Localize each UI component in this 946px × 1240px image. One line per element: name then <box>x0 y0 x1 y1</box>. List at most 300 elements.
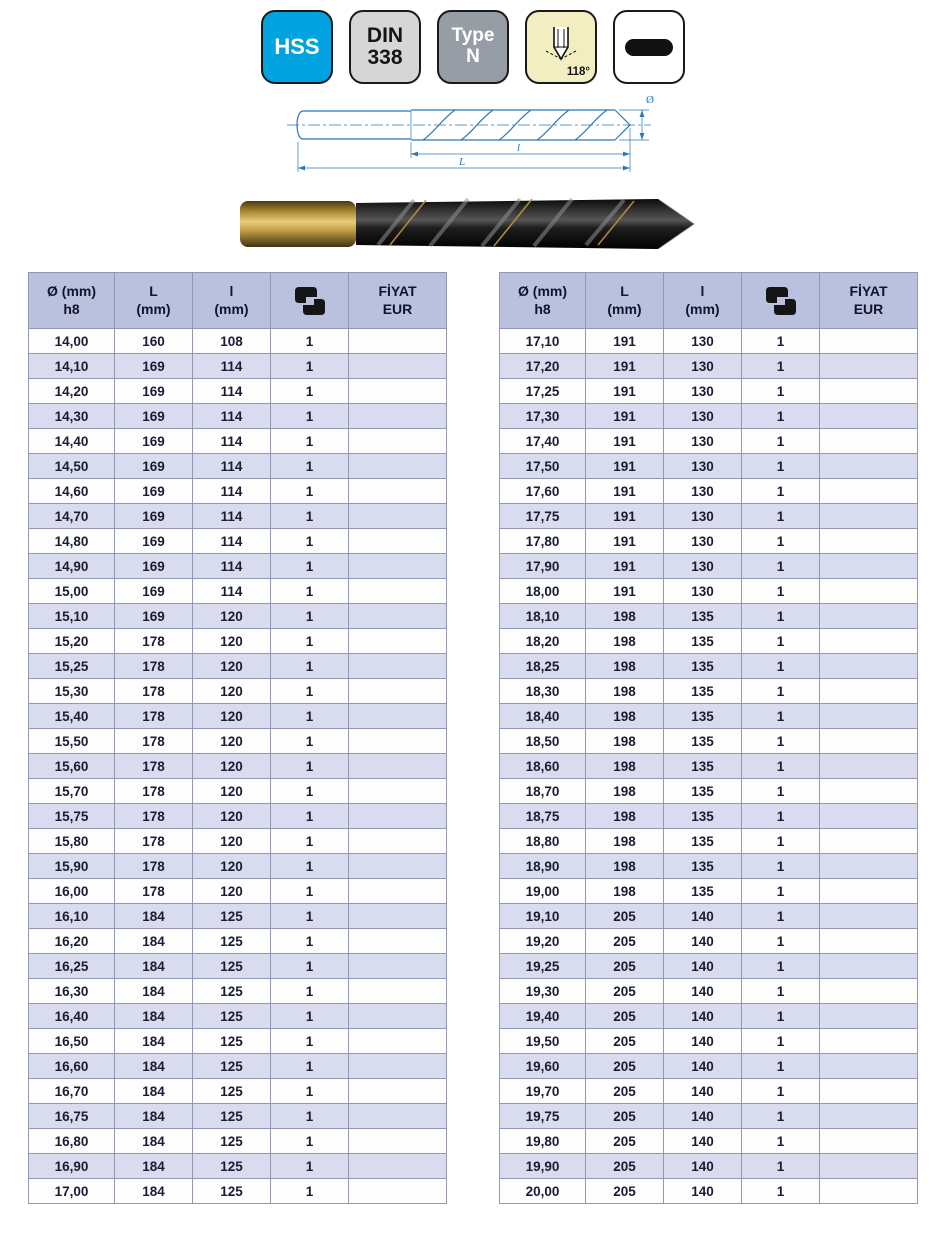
diameter-cell: 17,50 <box>500 454 586 479</box>
price-cell <box>820 654 918 679</box>
table-row <box>29 479 447 504</box>
length-cell: 184 <box>115 1054 193 1079</box>
price-cell <box>820 929 918 954</box>
flute-length-cell: 140 <box>664 904 742 929</box>
diameter-cell: 16,75 <box>29 1104 115 1129</box>
length-cell: 191 <box>586 554 664 579</box>
qty-cell: 1 <box>271 454 349 479</box>
flute-length-header: l (mm) <box>664 273 742 329</box>
price-cell <box>349 579 447 604</box>
price-cell <box>349 354 447 379</box>
table-row <box>29 704 447 729</box>
table-row <box>500 1079 918 1104</box>
table-row <box>500 854 918 879</box>
qty-cell: 1 <box>742 679 820 704</box>
flute-length-cell: 125 <box>193 1179 271 1204</box>
length-cell: 191 <box>586 504 664 529</box>
table-row <box>29 579 447 604</box>
flute-length-cell: 114 <box>193 479 271 504</box>
qty-cell: 1 <box>271 704 349 729</box>
length-cell: 178 <box>115 879 193 904</box>
spec-badges <box>0 0 946 84</box>
price-cell <box>820 1004 918 1029</box>
package-qty-header <box>742 273 820 329</box>
qty-cell: 1 <box>742 929 820 954</box>
diameter-cell: 17,25 <box>500 379 586 404</box>
length-cell: 191 <box>586 454 664 479</box>
flute-length-cell: 125 <box>193 1079 271 1104</box>
qty-cell: 1 <box>271 829 349 854</box>
length-cell: 198 <box>586 704 664 729</box>
length-cell: 205 <box>586 1054 664 1079</box>
din-338-badge <box>349 10 421 84</box>
flute-length-cell: 135 <box>664 704 742 729</box>
price-cell <box>349 1104 447 1129</box>
flute-length-cell: 140 <box>664 1129 742 1154</box>
diameter-cell: 14,90 <box>29 554 115 579</box>
flute-length-cell: 135 <box>664 804 742 829</box>
diameter-cell: 17,00 <box>29 1179 115 1204</box>
table-row <box>500 579 918 604</box>
price-cell <box>820 604 918 629</box>
price-cell <box>349 479 447 504</box>
qty-cell: 1 <box>271 1129 349 1154</box>
qty-cell: 1 <box>742 754 820 779</box>
diameter-cell: 15,75 <box>29 804 115 829</box>
price-cell <box>349 1054 447 1079</box>
flute-length-cell: 120 <box>193 704 271 729</box>
flute-length-cell: 140 <box>664 1054 742 1079</box>
diameter-cell: 19,20 <box>500 929 586 954</box>
diameter-cell: 18,10 <box>500 604 586 629</box>
length-cell: 198 <box>586 654 664 679</box>
qty-cell: 1 <box>271 504 349 529</box>
qty-cell: 1 <box>742 1054 820 1079</box>
diameter-cell: 17,75 <box>500 504 586 529</box>
diameter-cell: 15,70 <box>29 779 115 804</box>
diameter-cell: 19,70 <box>500 1079 586 1104</box>
table-row <box>500 1179 918 1204</box>
flute-length-cell: 130 <box>664 379 742 404</box>
flute-length-cell: 120 <box>193 879 271 904</box>
price-cell <box>349 704 447 729</box>
flute-length-cell: 140 <box>664 1079 742 1104</box>
diameter-cell: 18,75 <box>500 804 586 829</box>
table-row <box>29 1029 447 1054</box>
diameter-header: Ø (mm) h8 <box>29 273 115 329</box>
price-cell <box>820 429 918 454</box>
length-cell: 184 <box>115 904 193 929</box>
diameter-cell: 16,80 <box>29 1129 115 1154</box>
table-row <box>500 829 918 854</box>
table-row <box>29 1054 447 1079</box>
flute-length-cell: 135 <box>664 829 742 854</box>
diameter-cell: 19,25 <box>500 954 586 979</box>
overall-length-header: L (mm) <box>115 273 193 329</box>
length-cell: 205 <box>586 1179 664 1204</box>
price-cell <box>820 554 918 579</box>
table-row <box>29 1004 447 1029</box>
diameter-cell: 16,30 <box>29 979 115 1004</box>
table-row <box>29 1179 447 1204</box>
qty-cell: 1 <box>271 629 349 654</box>
flute-length-cell: 125 <box>193 1129 271 1154</box>
length-cell: 178 <box>115 629 193 654</box>
qty-cell: 1 <box>742 804 820 829</box>
flute-length-cell: 135 <box>664 879 742 904</box>
table-row <box>29 529 447 554</box>
diameter-cell: 15,20 <box>29 629 115 654</box>
flute-length-cell: 125 <box>193 904 271 929</box>
table-row <box>29 429 447 454</box>
diameter-cell: 15,90 <box>29 854 115 879</box>
point-angle-label: 118° <box>566 66 590 78</box>
length-cell: 184 <box>115 1154 193 1179</box>
price-cell <box>820 704 918 729</box>
table-row <box>500 629 918 654</box>
length-cell: 198 <box>586 679 664 704</box>
diameter-cell: 16,00 <box>29 879 115 904</box>
diameter-cell: 17,20 <box>500 354 586 379</box>
qty-cell: 1 <box>742 829 820 854</box>
cylindrical-shank-icon <box>625 39 673 56</box>
table-row <box>500 704 918 729</box>
qty-cell: 1 <box>271 954 349 979</box>
table-row <box>29 904 447 929</box>
diameter-cell: 14,00 <box>29 329 115 354</box>
diameter-cell: 16,70 <box>29 1079 115 1104</box>
table-row <box>29 454 447 479</box>
diameter-cell: 14,40 <box>29 429 115 454</box>
table-row <box>500 554 918 579</box>
flute-length-cell: 135 <box>664 679 742 704</box>
table-row <box>500 354 918 379</box>
diameter-cell: 16,20 <box>29 929 115 954</box>
price-cell <box>820 779 918 804</box>
qty-cell: 1 <box>742 704 820 729</box>
qty-cell: 1 <box>742 1129 820 1154</box>
table-row <box>29 729 447 754</box>
diameter-cell: 19,30 <box>500 979 586 1004</box>
qty-cell: 1 <box>742 529 820 554</box>
technical-drawing-section <box>0 88 946 184</box>
flute-length-cell: 140 <box>664 1104 742 1129</box>
table-body <box>29 329 447 1204</box>
flute-length-cell: 125 <box>193 1004 271 1029</box>
size-table-right <box>499 272 918 1204</box>
qty-cell: 1 <box>742 1104 820 1129</box>
table-row <box>500 479 918 504</box>
qty-cell: 1 <box>742 604 820 629</box>
qty-cell: 1 <box>271 754 349 779</box>
flute-length-cell: 120 <box>193 729 271 754</box>
qty-cell: 1 <box>742 379 820 404</box>
qty-cell: 1 <box>742 404 820 429</box>
table-row <box>500 454 918 479</box>
flute-length-cell: 114 <box>193 579 271 604</box>
price-cell <box>820 804 918 829</box>
price-cell <box>820 1129 918 1154</box>
flute-length-cell: 135 <box>664 729 742 754</box>
qty-cell: 1 <box>742 504 820 529</box>
price-cell <box>820 329 918 354</box>
qty-cell: 1 <box>271 654 349 679</box>
price-cell <box>349 904 447 929</box>
table-row <box>29 1104 447 1129</box>
diameter-cell: 16,50 <box>29 1029 115 1054</box>
qty-cell: 1 <box>742 1004 820 1029</box>
length-cell: 178 <box>115 729 193 754</box>
length-cell: 169 <box>115 429 193 454</box>
diameter-cell: 18,25 <box>500 654 586 679</box>
diameter-cell: 17,30 <box>500 404 586 429</box>
flute-length-header: l (mm) <box>193 273 271 329</box>
qty-cell: 1 <box>271 979 349 1004</box>
length-cell: 191 <box>586 329 664 354</box>
price-cell <box>349 654 447 679</box>
length-cell: 205 <box>586 979 664 1004</box>
qty-cell: 1 <box>271 354 349 379</box>
length-cell: 169 <box>115 579 193 604</box>
length-cell: 178 <box>115 779 193 804</box>
length-cell: 184 <box>115 1129 193 1154</box>
table-row <box>500 804 918 829</box>
price-cell <box>820 579 918 604</box>
diameter-cell: 18,40 <box>500 704 586 729</box>
length-cell: 191 <box>586 529 664 554</box>
price-cell <box>349 879 447 904</box>
diameter-cell: 19,00 <box>500 879 586 904</box>
table-row <box>29 754 447 779</box>
diameter-cell: 18,30 <box>500 679 586 704</box>
diameter-cell: 19,10 <box>500 904 586 929</box>
price-cell <box>349 854 447 879</box>
qty-cell: 1 <box>742 454 820 479</box>
price-cell <box>349 404 447 429</box>
table-row <box>500 754 918 779</box>
length-cell: 198 <box>586 829 664 854</box>
flute-length-cell: 130 <box>664 479 742 504</box>
length-cell: 184 <box>115 979 193 1004</box>
table-row <box>500 604 918 629</box>
price-header: FİYAT EUR <box>349 273 447 329</box>
flute-length-cell: 130 <box>664 504 742 529</box>
table-row <box>29 654 447 679</box>
qty-cell: 1 <box>271 554 349 579</box>
length-cell: 169 <box>115 379 193 404</box>
diameter-cell: 14,50 <box>29 454 115 479</box>
price-cell <box>820 904 918 929</box>
qty-cell: 1 <box>271 904 349 929</box>
diameter-cell: 19,90 <box>500 1154 586 1179</box>
price-cell <box>820 1104 918 1129</box>
qty-cell: 1 <box>271 429 349 454</box>
price-cell <box>349 1079 447 1104</box>
price-cell <box>349 979 447 1004</box>
diameter-cell: 17,80 <box>500 529 586 554</box>
table-row <box>29 329 447 354</box>
price-cell <box>820 1079 918 1104</box>
price-cell <box>349 954 447 979</box>
diameter-cell: 18,00 <box>500 579 586 604</box>
flute-length-cell: 108 <box>193 329 271 354</box>
diameter-cell: 18,70 <box>500 779 586 804</box>
package-icon <box>294 286 326 316</box>
diameter-cell: 14,60 <box>29 479 115 504</box>
qty-cell: 1 <box>271 529 349 554</box>
flute-length-cell: 120 <box>193 629 271 654</box>
flute-length-cell: 130 <box>664 579 742 604</box>
price-cell <box>820 379 918 404</box>
qty-cell: 1 <box>742 979 820 1004</box>
diameter-cell: 18,50 <box>500 729 586 754</box>
overall-length-symbol: L <box>459 156 466 168</box>
diameter-cell: 14,80 <box>29 529 115 554</box>
length-cell: 198 <box>586 604 664 629</box>
flute-length-cell: 120 <box>193 779 271 804</box>
diameter-cell: 19,40 <box>500 1004 586 1029</box>
flute-length-cell: 140 <box>664 929 742 954</box>
qty-cell: 1 <box>271 779 349 804</box>
table-row <box>500 529 918 554</box>
diameter-cell: 16,90 <box>29 1154 115 1179</box>
flute-length-cell: 130 <box>664 329 742 354</box>
flute-length-cell: 114 <box>193 529 271 554</box>
length-cell: 198 <box>586 879 664 904</box>
flute-length-cell: 114 <box>193 454 271 479</box>
flute-length-cell: 114 <box>193 554 271 579</box>
table-row <box>500 1004 918 1029</box>
diameter-cell: 15,60 <box>29 754 115 779</box>
price-cell <box>820 854 918 879</box>
table-row <box>29 979 447 1004</box>
flute-length-cell: 120 <box>193 679 271 704</box>
price-cell <box>349 1029 447 1054</box>
flute-length-cell: 130 <box>664 429 742 454</box>
qty-cell: 1 <box>271 579 349 604</box>
table-body <box>500 329 918 1204</box>
qty-cell: 1 <box>271 679 349 704</box>
table-row <box>500 429 918 454</box>
length-cell: 169 <box>115 529 193 554</box>
price-cell <box>820 1154 918 1179</box>
table-row <box>500 979 918 1004</box>
product-photo-section <box>0 188 946 262</box>
price-cell <box>820 529 918 554</box>
qty-cell: 1 <box>742 729 820 754</box>
length-cell: 198 <box>586 629 664 654</box>
length-cell: 184 <box>115 1179 193 1204</box>
table-row <box>29 1154 447 1179</box>
qty-cell: 1 <box>271 1179 349 1204</box>
diameter-cell: 18,90 <box>500 854 586 879</box>
length-cell: 205 <box>586 954 664 979</box>
table-row <box>500 1054 918 1079</box>
price-cell <box>820 454 918 479</box>
flute-length-cell: 135 <box>664 754 742 779</box>
size-tables <box>0 272 946 1204</box>
hss-label: HSS <box>274 34 320 59</box>
price-cell <box>349 554 447 579</box>
table-row <box>29 604 447 629</box>
flute-length-cell: 125 <box>193 954 271 979</box>
size-table-left <box>28 272 447 1204</box>
qty-cell: 1 <box>271 1029 349 1054</box>
qty-cell: 1 <box>271 729 349 754</box>
price-cell <box>349 529 447 554</box>
flute-length-cell: 120 <box>193 604 271 629</box>
diameter-cell: 16,25 <box>29 954 115 979</box>
qty-cell: 1 <box>271 479 349 504</box>
table-row <box>500 329 918 354</box>
flute-length-cell: 120 <box>193 854 271 879</box>
flute-length-symbol: l <box>517 142 521 154</box>
package-icon <box>765 286 797 316</box>
qty-cell: 1 <box>271 379 349 404</box>
length-cell: 178 <box>115 854 193 879</box>
diameter-cell: 18,60 <box>500 754 586 779</box>
flute-length-cell: 114 <box>193 429 271 454</box>
price-cell <box>349 729 447 754</box>
table-row <box>29 404 447 429</box>
price-cell <box>349 779 447 804</box>
price-cell <box>820 829 918 854</box>
hss-badge <box>261 10 333 84</box>
qty-cell: 1 <box>271 1104 349 1129</box>
qty-cell: 1 <box>742 854 820 879</box>
qty-cell: 1 <box>742 1079 820 1104</box>
diameter-cell: 18,80 <box>500 829 586 854</box>
flute-length-cell: 125 <box>193 1054 271 1079</box>
table-row <box>500 504 918 529</box>
qty-cell: 1 <box>271 1079 349 1104</box>
length-cell: 205 <box>586 929 664 954</box>
price-cell <box>820 754 918 779</box>
drill-point-icon <box>541 25 581 69</box>
qty-cell: 1 <box>742 1154 820 1179</box>
qty-cell: 1 <box>271 854 349 879</box>
price-cell <box>349 379 447 404</box>
length-cell: 178 <box>115 704 193 729</box>
length-cell: 191 <box>586 479 664 504</box>
din-label-line1: DIN <box>366 23 404 47</box>
diameter-cell: 19,75 <box>500 1104 586 1129</box>
diameter-cell: 19,80 <box>500 1129 586 1154</box>
price-cell <box>349 679 447 704</box>
table-row <box>500 1029 918 1054</box>
price-cell <box>820 354 918 379</box>
flute-length-cell: 130 <box>664 354 742 379</box>
table-row <box>29 379 447 404</box>
price-cell <box>349 329 447 354</box>
point-angle-badge <box>525 10 597 84</box>
price-cell <box>349 629 447 654</box>
diameter-cell: 14,10 <box>29 354 115 379</box>
price-cell <box>349 604 447 629</box>
flute-length-cell: 114 <box>193 404 271 429</box>
table-row <box>500 379 918 404</box>
table-row <box>29 1079 447 1104</box>
qty-cell: 1 <box>742 429 820 454</box>
diameter-cell: 16,60 <box>29 1054 115 1079</box>
price-cell <box>820 504 918 529</box>
flute-length-cell: 125 <box>193 1029 271 1054</box>
flute-length-cell: 120 <box>193 804 271 829</box>
table-row <box>500 404 918 429</box>
package-qty-header <box>271 273 349 329</box>
table-row <box>29 354 447 379</box>
table-header <box>29 273 447 329</box>
